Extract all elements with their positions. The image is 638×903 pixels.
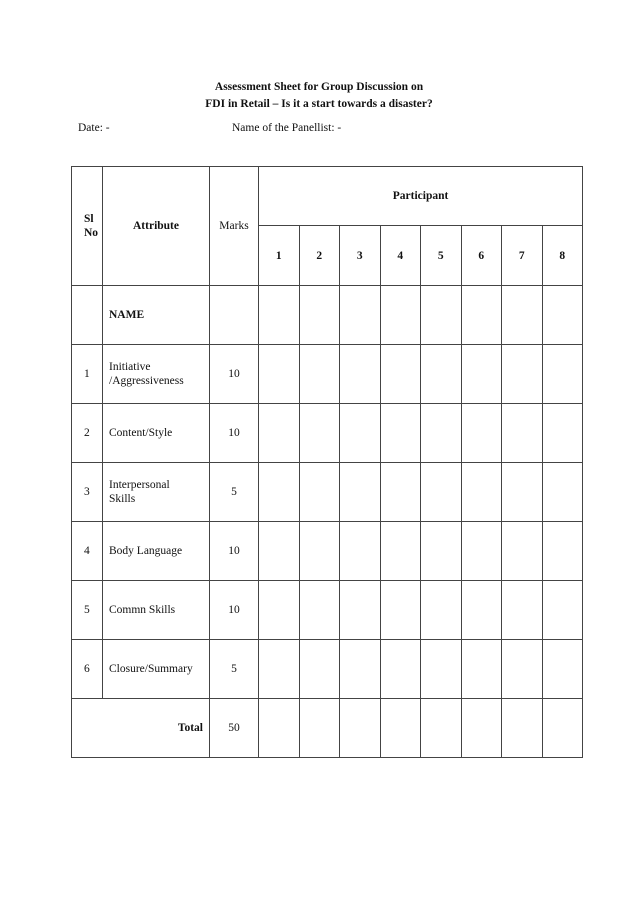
score-cell[interactable] [421, 463, 462, 522]
name-row-sl-cell [72, 286, 103, 345]
document-title [0, 79, 638, 113]
table-row [72, 345, 583, 404]
score-cell[interactable] [421, 699, 462, 758]
marks-cell: 10 [210, 581, 259, 640]
name-row-marks-cell [210, 286, 259, 345]
attribute-line-2: Skills [109, 493, 136, 505]
assessment-table [71, 166, 583, 758]
score-cell[interactable] [542, 286, 583, 345]
score-cell[interactable] [380, 699, 421, 758]
sl-cell: 1 [72, 345, 103, 404]
table-row [72, 581, 583, 640]
marks-cell: 5 [210, 463, 259, 522]
score-cell[interactable] [380, 345, 421, 404]
marks-cell: 5 [210, 640, 259, 699]
score-cell[interactable] [542, 345, 583, 404]
header-row-1 [72, 167, 583, 226]
score-cell[interactable] [542, 463, 583, 522]
participant-number-5: 5 [421, 226, 462, 286]
sl-cell: 3 [72, 463, 103, 522]
participant-number-2: 2 [299, 226, 340, 286]
marks-cell: 10 [210, 522, 259, 581]
score-cell[interactable] [299, 404, 340, 463]
score-cell[interactable] [421, 404, 462, 463]
score-cell[interactable] [380, 522, 421, 581]
participant-number-3: 3 [340, 226, 381, 286]
sl-cell: 4 [72, 522, 103, 581]
score-cell[interactable] [299, 581, 340, 640]
title-line-1: Assessment Sheet for Group Discussion on [214, 81, 424, 93]
score-cell[interactable] [259, 404, 300, 463]
score-cell[interactable] [259, 699, 300, 758]
score-cell[interactable] [542, 640, 583, 699]
participant-header: Participant [259, 167, 583, 226]
score-cell[interactable] [259, 640, 300, 699]
sl-cell: 6 [72, 640, 103, 699]
sl-no-header [72, 167, 103, 286]
name-row-label: NAME [103, 286, 210, 345]
score-cell[interactable] [340, 463, 381, 522]
score-cell[interactable] [461, 463, 502, 522]
score-cell[interactable] [421, 581, 462, 640]
score-cell[interactable] [542, 581, 583, 640]
score-cell[interactable] [502, 581, 543, 640]
marks-header: Marks [210, 167, 259, 286]
score-cell[interactable] [502, 404, 543, 463]
participant-number-1: 1 [259, 226, 300, 286]
score-cell[interactable] [502, 699, 543, 758]
panellist-label: Name of the Panellist: - [232, 122, 342, 134]
score-cell[interactable] [542, 522, 583, 581]
score-cell[interactable] [259, 581, 300, 640]
participant-number-4: 4 [380, 226, 421, 286]
score-cell[interactable] [421, 345, 462, 404]
score-cell[interactable] [299, 522, 340, 581]
total-row [72, 699, 583, 758]
name-row [72, 286, 583, 345]
score-cell[interactable] [340, 522, 381, 581]
title-line-2: FDI in Retail – Is it a start towards a disaster? [205, 98, 433, 110]
sl-cell: 2 [72, 404, 103, 463]
attribute-cell: Closure/Summary [103, 640, 210, 699]
score-cell[interactable] [421, 522, 462, 581]
table-row [72, 404, 583, 463]
score-cell[interactable] [299, 345, 340, 404]
score-cell[interactable] [299, 699, 340, 758]
score-cell[interactable] [502, 522, 543, 581]
participant-number-8: 8 [542, 226, 583, 286]
sl-header-line-1: Sl [84, 213, 94, 225]
score-cell[interactable] [502, 640, 543, 699]
attribute-line-1: Interpersonal [109, 479, 170, 491]
score-cell[interactable] [299, 463, 340, 522]
score-cell[interactable] [542, 699, 583, 758]
attribute-cell: Commn Skills [103, 581, 210, 640]
score-cell[interactable] [380, 463, 421, 522]
attribute-cell [103, 345, 210, 404]
score-cell[interactable] [461, 522, 502, 581]
sl-cell: 5 [72, 581, 103, 640]
score-cell[interactable] [340, 404, 381, 463]
total-marks: 50 [210, 699, 259, 758]
score-cell[interactable] [461, 640, 502, 699]
score-cell[interactable] [502, 286, 543, 345]
score-cell[interactable] [461, 404, 502, 463]
score-cell[interactable] [421, 640, 462, 699]
participant-number-6: 6 [461, 226, 502, 286]
table-row [72, 463, 583, 522]
score-cell[interactable] [380, 286, 421, 345]
attribute-header: Attribute [103, 167, 210, 286]
table-row [72, 640, 583, 699]
score-cell[interactable] [259, 286, 300, 345]
score-cell[interactable] [340, 581, 381, 640]
score-cell[interactable] [340, 286, 381, 345]
score-cell[interactable] [340, 640, 381, 699]
score-cell[interactable] [461, 699, 502, 758]
score-cell[interactable] [380, 581, 421, 640]
date-label: Date: - [78, 122, 110, 134]
marks-cell: 10 [210, 404, 259, 463]
sl-header-line-2: No [84, 227, 99, 239]
score-cell[interactable] [502, 345, 543, 404]
score-cell[interactable] [461, 581, 502, 640]
attribute-line-1: Initiative [109, 361, 151, 373]
attribute-cell [103, 463, 210, 522]
table-row [72, 522, 583, 581]
participant-number-7: 7 [502, 226, 543, 286]
score-cell[interactable] [461, 345, 502, 404]
attribute-cell: Content/Style [103, 404, 210, 463]
score-cell[interactable] [299, 640, 340, 699]
score-cell[interactable] [380, 640, 421, 699]
attribute-line-2: /Aggressiveness [109, 375, 184, 387]
score-cell[interactable] [259, 463, 300, 522]
score-cell[interactable] [502, 463, 543, 522]
score-cell[interactable] [340, 699, 381, 758]
marks-cell: 10 [210, 345, 259, 404]
score-cell[interactable] [542, 404, 583, 463]
score-cell[interactable] [299, 286, 340, 345]
score-cell[interactable] [259, 522, 300, 581]
score-cell[interactable] [461, 286, 502, 345]
score-cell[interactable] [340, 345, 381, 404]
attribute-cell: Body Language [103, 522, 210, 581]
total-label: Total [72, 699, 210, 758]
score-cell[interactable] [421, 286, 462, 345]
score-cell[interactable] [380, 404, 421, 463]
score-cell[interactable] [259, 345, 300, 404]
